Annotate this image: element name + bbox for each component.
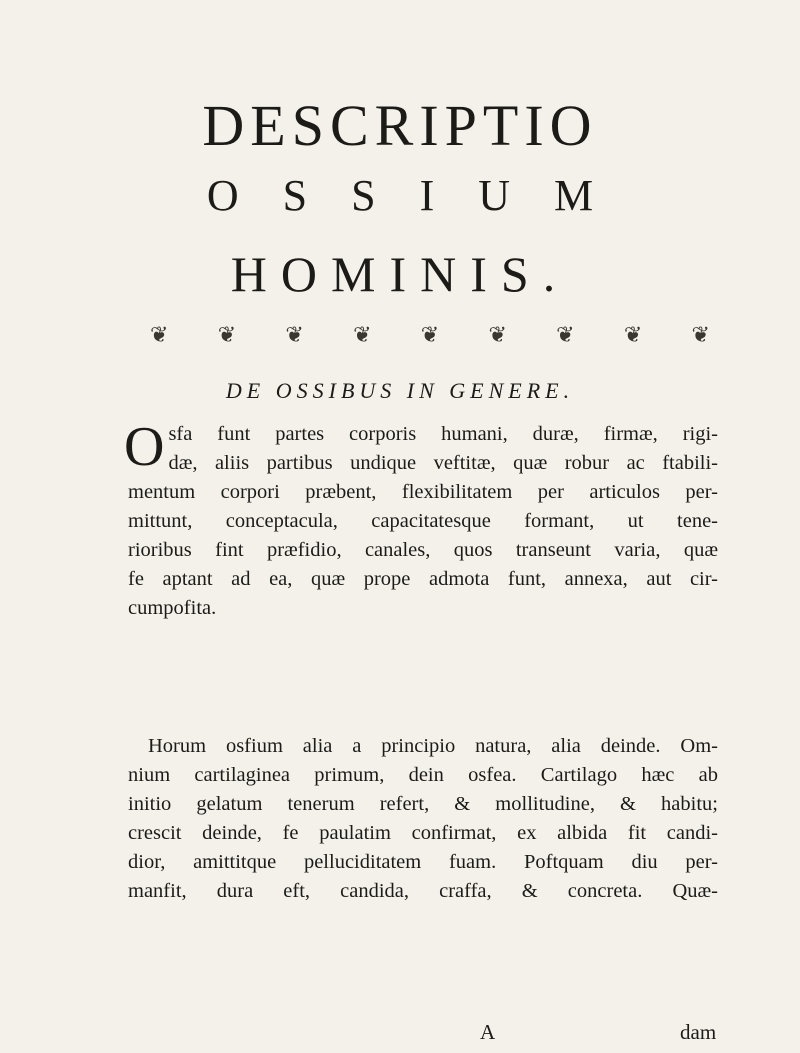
fleuron-ornament: ❦ (150, 322, 169, 347)
fleuron-ornament: ❦ (285, 322, 304, 347)
catchword: dam (680, 1020, 717, 1044)
title-letter: S (282, 171, 308, 220)
title-ossium (0, 170, 800, 221)
paragraph-1 (124, 416, 718, 623)
title-descriptio: DESCRIPTIO (202, 93, 598, 158)
paragraph-2 (128, 732, 718, 906)
text-line: Horum osfium alia a principio natura, alia deinde. Om- (148, 735, 718, 757)
title-letter: M (554, 171, 594, 220)
fleuron-ornament: ❦ (217, 322, 237, 347)
text-line: dior, amittitque pelluciditatem fuam. Poftquam diu per- (128, 851, 718, 873)
title-letter: U (478, 171, 511, 220)
text-line: nium cartilaginea primum, dein osfea. Cartilago hæc ab (128, 764, 718, 786)
section-heading: DE OSSIBUS IN GENERE. (225, 378, 575, 403)
ornament-row (150, 322, 710, 348)
fleuron-ornament: ❦ (623, 322, 643, 347)
fleuron-ornament: ❦ (353, 322, 372, 347)
text-line: sfa funt partes corporis humani, duræ, firmæ, rigi- (168, 423, 718, 445)
title-hominis: HOMINIS. (230, 246, 570, 302)
signature-mark: A (480, 1020, 496, 1044)
title-letter: S (351, 171, 376, 220)
text-line: manfit, dura eft, candida, craffa, & concreta. Quæ- (128, 880, 718, 902)
fleuron-ornament: ❦ (691, 322, 710, 347)
text-line: crescit deinde, fe paulatim confirmat, ex albida fit candi- (128, 822, 718, 844)
text-line: initio gelatum tenerum refert, & mollitudine, & habitu; (128, 793, 718, 815)
text-line: fe aptant ad ea, quæ prope admota funt, annexa, aut cir- (128, 568, 718, 590)
text-line: rioribus fint præfidio, canales, quos transeunt varia, quæ (128, 539, 718, 561)
title-letter: I (419, 171, 435, 220)
title-letter: O (206, 171, 239, 220)
text-line: mittunt, conceptacula, capacitatesque formant, ut tene- (128, 510, 718, 532)
fleuron-ornament: ❦ (488, 322, 507, 347)
fleuron-ornament: ❦ (420, 322, 440, 347)
fleuron-ornament: ❦ (556, 322, 575, 347)
text-line: mentum corpori præbent, flexibilitatem per articulos per- (128, 481, 718, 503)
text-line: dæ, aliis partibus undique veftitæ, quæ robur ac ftabili- (168, 452, 718, 474)
drop-cap: O (124, 416, 165, 478)
text-line: cumpofita. (128, 597, 217, 619)
